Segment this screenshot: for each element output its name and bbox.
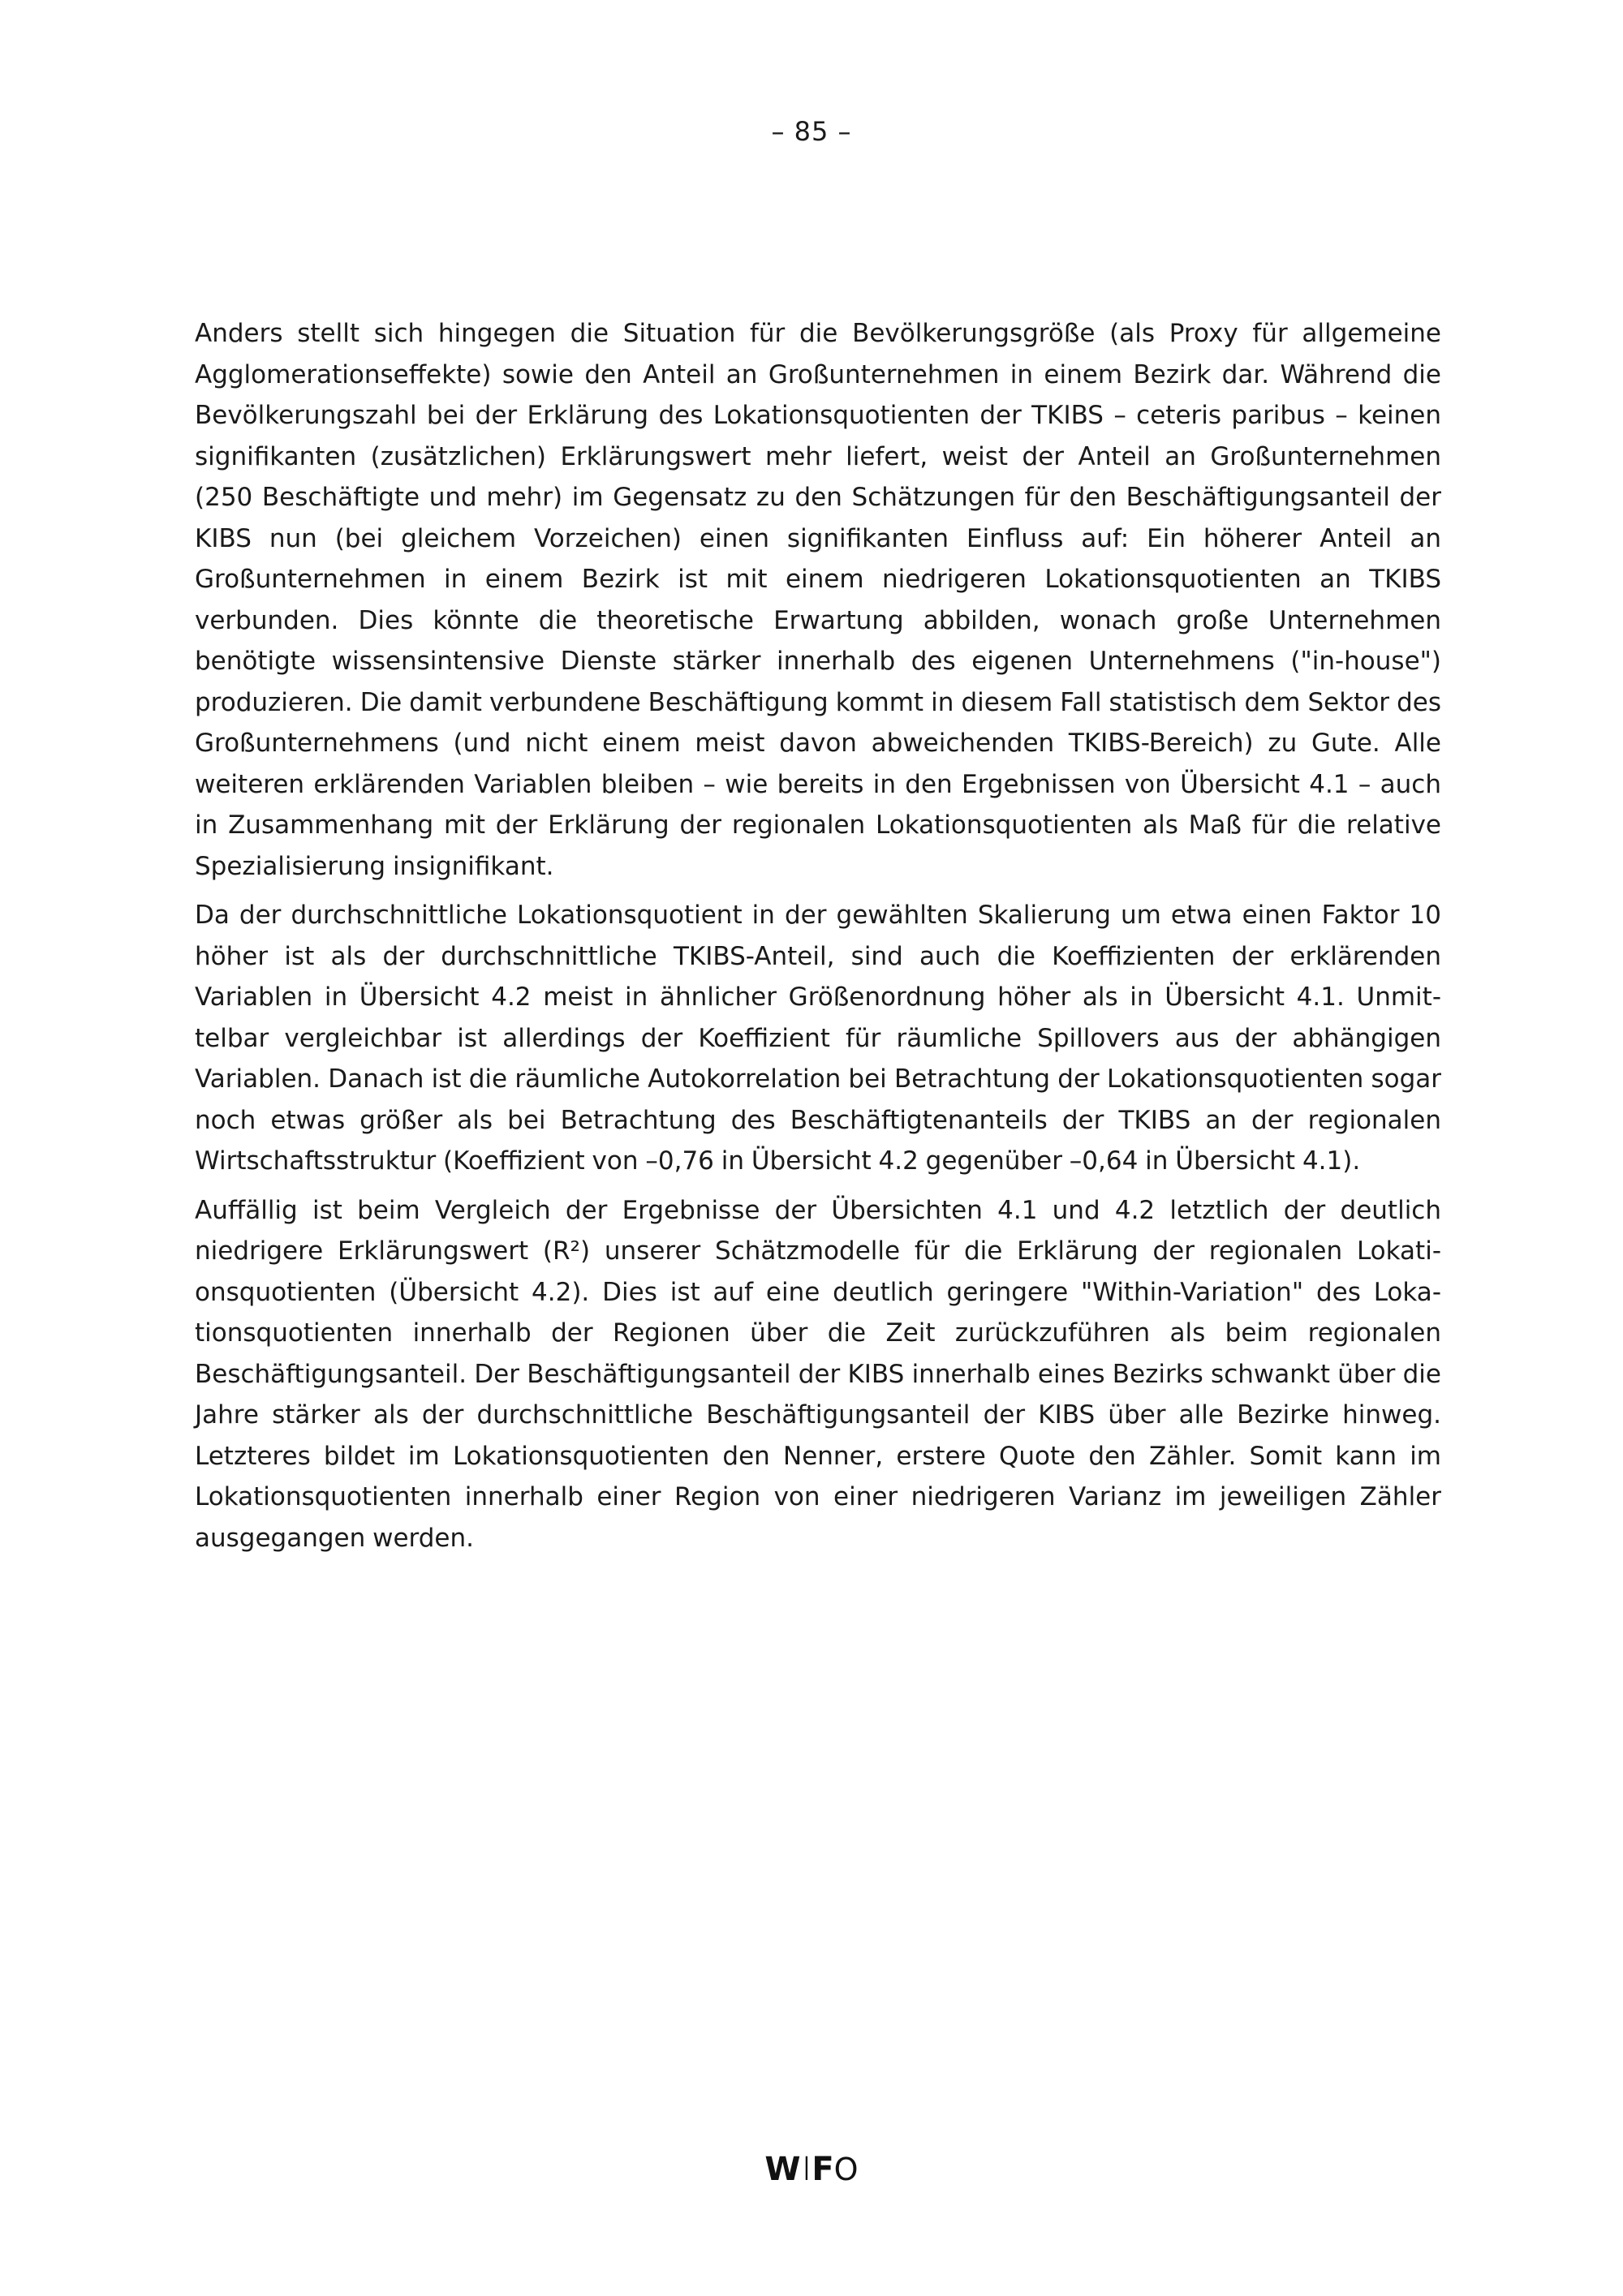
- paragraph-2: Da der durchschnittliche Lokationsquotient in der gewählten Skalierung um etwa einen Faktor 10 höher ist als der durchschnittliche TKIBS-Anteil, sind auch die Koeffizienten der erklärenden Variablen in Übersicht 4.2 meist in ähnlicher Größenordnung höher als in Übersicht 4.1. Unmittelbar vergleichbar ist allerdings der Koeffizient für räumliche Spillovers aus der abhängigen Variablen. Danach ist die räumliche Autokorrelation bei Betrachtung der Lokationsquotienten sogar noch etwas größer als bei Betrachtung des Beschäftigtenanteils der TKIBS an der regionalen Wirtschaftsstruktur (Koeffizient von –0,76 in Übersicht 4.2 gegenüber –0,64 in Übersicht 4.1).: [195, 901, 1441, 1176]
- logo-letter-o: O: [833, 2152, 859, 2187]
- logo-letter-w: W: [764, 2151, 801, 2188]
- logo-letter-f: F: [812, 2151, 834, 2188]
- paragraph-1: Anders stellt sich hingegen die Situation für die Bevölkerungsgröße (als Proxy für allgemeine Agglomerationseffekte) sowie den Anteil an Großunternehmen in einem Bezirk dar. Während die Bevölkerungszahl bei der Erklärung des Lokationsquotienten der TKIBS – ceteris paribus – keinen signifikanten (zusätzlichen) Erklärungswert mehr liefert, weist der Anteil an Großunternehmen (250 Beschäftigte und mehr) im Gegensatz zu den Schätzungen für den Beschäftigungsanteil der KIBS nun (bei gleichem Vorzeichen) einen signifikanten Einfluss auf: Ein höherer Anteil an Großunternehmen in einem Bezirk ist mit einem niedrigeren Lokationsquotienten an TKIBS verbunden. Dies könnte die theoretische Erwartung abbilden, wonach große Unternehmen benötigte wissensintensive Dienste stärker innerhalb des eigenen Unternehmens ("in-house") produzieren. Die damit verbundene Beschäftigung kommt in diesem Fall statistisch dem Sektor des Großunternehmens (und nicht einem meist davon abweichenden TKIBS-Bereich) zu Gute. Alle weiteren erklärenden Variablen bleiben – wie bereits in den Ergebnissen von Übersicht 4.1 – auch in Zusammenhang mit der Erklärung der regionalen Lokationsquotienten als Maß für die relative Spezialisierung insignifikant.: [195, 319, 1441, 881]
- body-text: [195, 313, 1441, 1567]
- wifo-logo: [0, 2148, 1623, 2191]
- paragraph-3: Auffällig ist beim Vergleich der Ergebnisse der Übersichten 4.1 und 4.2 letztlich der deutlich niedrigere Erklärungswert (R²) unserer Schätzmodelle für die Erklärung der regionalen Lokationsquotienten (Übersicht 4.2). Dies ist auf eine deutlich geringere "Within-Variation" des Lokationsquotienten innerhalb der Regionen über die Zeit zurückzuführen als beim regionalen Beschäftigungsanteil. Der Beschäftigungsanteil der KIBS innerhalb eines Bezirks schwankt über die Jahre stärker als der durchschnittliche Beschäftigungsanteil der KIBS über alle Bezirke hinweg. Letzteres bildet im Lokationsquotienten den Nenner, erstere Quote den Zähler. Somit kann im Lokationsquotienten innerhalb einer Region von einer niedrigeren Varianz im jeweiligen Zähler ausgegangen werden.: [195, 1195, 1441, 1553]
- page-number: – 85 –: [771, 116, 852, 147]
- logo-separator: I: [803, 2151, 809, 2188]
